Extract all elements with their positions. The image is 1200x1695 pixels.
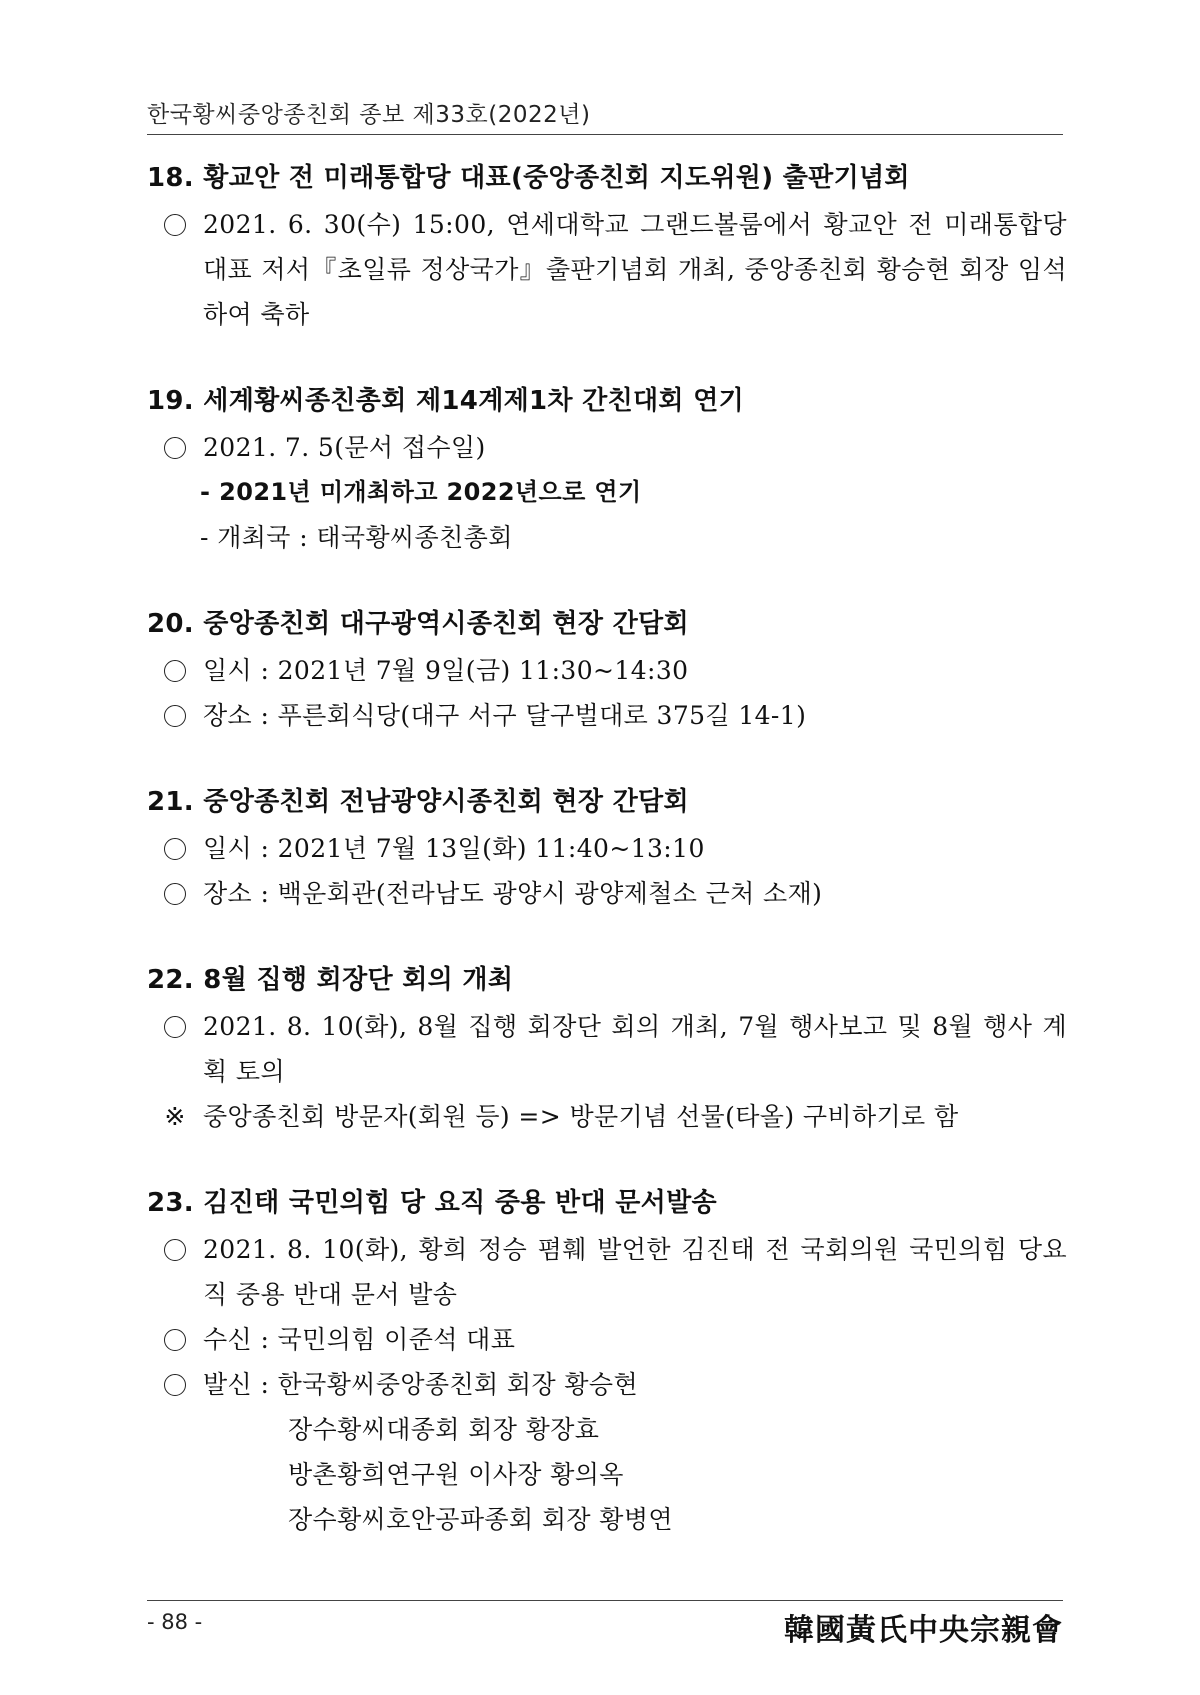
circle-bullet-icon bbox=[159, 648, 191, 693]
section-title: 22. 8월 집행 회장단 회의 개최 bbox=[147, 965, 514, 995]
circle-bullet-icon bbox=[159, 693, 191, 738]
item-text: 장소 : 푸른회식당(대구 서구 달구벌대로 375길 14-1) bbox=[203, 701, 807, 730]
running-header: 한국황씨중앙종친회 종보 제33호(2022년) bbox=[147, 102, 591, 128]
item-text: 2021. 7. 5(문서 접수일) bbox=[203, 433, 486, 462]
section-18 bbox=[147, 156, 1067, 337]
footer-rule bbox=[147, 1600, 1063, 1601]
item-text: 2021. 8. 10(화), 8월 집행 회장단 회의 개최, 7월 행사보고 및 8월 행사 계획 토의 bbox=[203, 1012, 1067, 1086]
item-text: 2021. 6. 30(수) 15:00, 연세대학교 그랜드볼룸에서 황교안 전 미래통합당 대표 저서『초일류 정상국가』출판기념회 개최, 중앙종친회 황승현 회장 임석하여 축하 bbox=[203, 210, 1067, 329]
section-20 bbox=[147, 602, 1067, 738]
sender-line: 방촌황희연구원 이사장 황의옥 bbox=[288, 1460, 624, 1489]
list-item bbox=[147, 202, 1067, 337]
circle-bullet-icon bbox=[159, 1317, 191, 1362]
note-item bbox=[147, 1094, 1067, 1139]
list-item bbox=[147, 1362, 1067, 1407]
list-item bbox=[147, 693, 1067, 738]
reference-mark-icon: ※ bbox=[164, 1102, 186, 1131]
list-item bbox=[147, 1004, 1067, 1094]
section-19 bbox=[147, 379, 1067, 560]
circle-bullet-icon bbox=[159, 871, 191, 916]
footer-logo: 韓國黃氏中央宗親會 bbox=[784, 1613, 1063, 1648]
circle-bullet-icon bbox=[159, 425, 191, 470]
item-text: 일시 : 2021년 7월 9일(금) 11:30~14:30 bbox=[203, 656, 689, 685]
circle-bullet-icon bbox=[159, 1362, 191, 1407]
sender-line: 장수황씨호안공파종회 회장 황병연 bbox=[288, 1505, 673, 1534]
sub-item: - 개최국 : 태국황씨종친총회 bbox=[200, 523, 513, 552]
list-item bbox=[147, 826, 1067, 871]
section-21 bbox=[147, 780, 1067, 916]
sub-item: - 2021년 미개최하고 2022년으로 연기 bbox=[200, 478, 642, 506]
section-23 bbox=[147, 1181, 1067, 1542]
circle-bullet-icon bbox=[159, 1004, 191, 1049]
item-text: 수신 : 국민의힘 이준석 대표 bbox=[203, 1325, 516, 1354]
sender-line: 장수황씨대종회 회장 황장효 bbox=[288, 1415, 600, 1444]
section-title: 23. 김진태 국민의힘 당 요직 중용 반대 문서발송 bbox=[147, 1188, 717, 1218]
circle-bullet-icon bbox=[159, 826, 191, 871]
section-title: 21. 중앙종친회 전남광양시종친회 현장 간담회 bbox=[147, 787, 689, 817]
list-item bbox=[147, 425, 1067, 470]
list-item bbox=[147, 648, 1067, 693]
section-title: 18. 황교안 전 미래통합당 대표(중앙종친회 지도위원) 출판기념회 bbox=[147, 163, 910, 193]
circle-bullet-icon bbox=[159, 1227, 191, 1272]
item-text: 장소 : 백운회관(전라남도 광양시 광양제철소 근처 소재) bbox=[203, 879, 823, 908]
list-item bbox=[147, 871, 1067, 916]
item-text: 2021. 8. 10(화), 황희 정승 폄훼 발언한 김진태 전 국회의원 국민의힘 당요직 중용 반대 문서 발송 bbox=[203, 1235, 1067, 1309]
note-text: 중앙종친회 방문자(회원 등) => 방문기념 선물(타올) 구비하기로 함 bbox=[203, 1102, 959, 1131]
item-text: 일시 : 2021년 7월 13일(화) 11:40~13:10 bbox=[203, 834, 705, 863]
circle-bullet-icon bbox=[159, 202, 191, 247]
section-title: 20. 중앙종친회 대구광역시종친회 현장 간담회 bbox=[147, 609, 689, 639]
page-number: - 88 - bbox=[147, 1610, 203, 1634]
section-22 bbox=[147, 958, 1067, 1139]
item-text: 발신 : 한국황씨중앙종친회 회장 황승현 bbox=[203, 1370, 639, 1399]
header-rule bbox=[147, 134, 1063, 135]
section-title: 19. 세계황씨종친총회 제14계제1차 간친대회 연기 bbox=[147, 386, 745, 416]
list-item bbox=[147, 1317, 1067, 1362]
list-item bbox=[147, 1227, 1067, 1317]
page-content bbox=[147, 156, 1067, 1584]
